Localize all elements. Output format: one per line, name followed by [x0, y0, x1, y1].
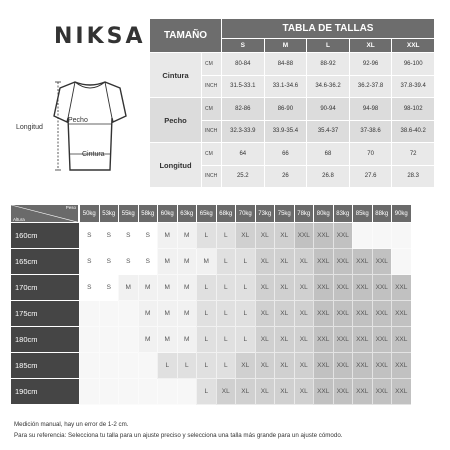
size-cell: L [235, 249, 255, 275]
measure-value: 33.9-35.4 [264, 120, 307, 143]
height-axis-label: Altura [13, 217, 25, 222]
size-cell: L [196, 327, 216, 353]
weight-header: 88kg [372, 205, 392, 223]
size-cell: L [196, 275, 216, 301]
size-cell: XL [294, 301, 314, 327]
unit-label: INCH [202, 75, 222, 98]
measure-value: 70 [349, 143, 392, 166]
note-reference: Para su referencia: Selecciona tu talla para un ajuste preciso y selecciona una talla más grande para un ajuste cómodo. [14, 432, 343, 439]
measure-value: 28.3 [392, 165, 435, 188]
weight-axis-label: Peso [65, 205, 76, 210]
measure-value: 84-88 [264, 53, 307, 76]
size-cell: S [138, 249, 158, 275]
size-cell: XXL [294, 223, 314, 249]
size-cell: L [216, 327, 236, 353]
chest-label: Pecho [68, 117, 88, 124]
size-cell: S [138, 223, 158, 249]
size-cell: S [99, 249, 119, 275]
measure-value: 66 [264, 143, 307, 166]
brand-logo: NIKSA [54, 24, 146, 49]
measure-value: 32.3-33.9 [222, 120, 265, 143]
size-cell: S [99, 223, 119, 249]
size-cell: XXL [313, 379, 333, 405]
size-cell: XL [274, 353, 294, 379]
size-cell: M [157, 275, 177, 301]
size-cell: L [196, 353, 216, 379]
unit-label: INCH [202, 165, 222, 188]
size-cell: S [79, 223, 99, 249]
height-header: 180cm [11, 327, 79, 353]
size-cell: M [138, 327, 158, 353]
size-cell: M [138, 275, 158, 301]
size-cell: L [216, 275, 236, 301]
size-cell: S [79, 275, 99, 301]
size-cell: XXL [313, 275, 333, 301]
unit-label: CM [202, 53, 222, 76]
size-cell: XXL [391, 275, 411, 301]
size-cell: XL [235, 353, 255, 379]
size-table [149, 18, 435, 188]
size-cell: M [118, 275, 138, 301]
size-cell: XL [255, 249, 275, 275]
height-header: 165cm [11, 249, 79, 275]
size-cell: M [157, 249, 177, 275]
size-cell: M [177, 249, 197, 275]
size-cell: XXL [333, 379, 353, 405]
size-cell: L [235, 301, 255, 327]
size-cell: M [177, 275, 197, 301]
size-cell: XXL [372, 275, 392, 301]
weight-header: 85kg [352, 205, 372, 223]
measure-value: 92-96 [349, 53, 392, 76]
size-cell: XL [255, 353, 275, 379]
size-cell: XL [216, 379, 236, 405]
measure-value: 34.6-36.2 [307, 75, 350, 98]
size-cell: XL [294, 275, 314, 301]
measure-value: 68 [307, 143, 350, 166]
measure-value: 64 [222, 143, 265, 166]
size-cell: M [138, 301, 158, 327]
size-cell: XXL [333, 223, 353, 249]
size-header: XXL [392, 39, 435, 53]
size-cell: XXL [372, 249, 392, 275]
size-cell: XXL [391, 379, 411, 405]
size-cell [372, 223, 392, 249]
size-cell: L [196, 379, 216, 405]
length-label: Longitud [16, 124, 43, 131]
size-cell: L [157, 353, 177, 379]
size-cell: XXL [372, 301, 392, 327]
size-cell: XL [274, 301, 294, 327]
waist-label: Cintura [82, 151, 105, 158]
size-cell: XL [255, 301, 275, 327]
size-cell: S [118, 223, 138, 249]
size-cell: M [157, 223, 177, 249]
weight-height-grid [11, 205, 411, 405]
size-table-title: TABLA DE TALLAS [222, 19, 435, 39]
weight-header: 50kg [79, 205, 99, 223]
size-cell: L [177, 353, 197, 379]
size-cell: L [216, 249, 236, 275]
weight-header: 75kg [274, 205, 294, 223]
weight-header: 58kg [138, 205, 158, 223]
size-table-corner: TAMAÑO [150, 19, 222, 53]
weight-header: 80kg [313, 205, 333, 223]
size-cell: M [177, 301, 197, 327]
size-cell: XXL [333, 301, 353, 327]
measure-value: 86-90 [264, 98, 307, 121]
size-cell: XXL [333, 275, 353, 301]
measure-value: 37-38.6 [349, 120, 392, 143]
measure-value: 26 [264, 165, 307, 188]
height-header: 190cm [11, 379, 79, 405]
height-header: 170cm [11, 275, 79, 301]
size-cell: M [177, 223, 197, 249]
size-cell [157, 379, 177, 405]
size-cell: XXL [333, 327, 353, 353]
measure-value: 31.5-33.1 [222, 75, 265, 98]
size-cell: XXL [352, 379, 372, 405]
height-header: 185cm [11, 353, 79, 379]
measure-value: 25.2 [222, 165, 265, 188]
measure-value: 72 [392, 143, 435, 166]
size-cell [79, 379, 99, 405]
size-cell: XL [294, 249, 314, 275]
measure-label: Longitud [150, 143, 202, 188]
size-cell: L [235, 275, 255, 301]
size-cell [79, 301, 99, 327]
size-cell: M [157, 301, 177, 327]
size-cell: XXL [313, 301, 333, 327]
size-cell [118, 379, 138, 405]
measure-value: 38.6-40.2 [392, 120, 435, 143]
measure-value: 94-98 [349, 98, 392, 121]
grid-corner [11, 205, 79, 223]
size-cell [79, 327, 99, 353]
measure-value: 26.8 [307, 165, 350, 188]
size-cell [138, 379, 158, 405]
size-cell: XXL [313, 327, 333, 353]
measure-value: 88-92 [307, 53, 350, 76]
size-cell: XL [294, 353, 314, 379]
measure-value: 90-94 [307, 98, 350, 121]
size-cell: M [196, 249, 216, 275]
size-cell: XL [274, 275, 294, 301]
size-cell: L [216, 223, 236, 249]
weight-header: 63kg [177, 205, 197, 223]
size-cell [118, 301, 138, 327]
size-cell: XL [255, 223, 275, 249]
size-cell: XXL [352, 249, 372, 275]
weight-header: 65kg [196, 205, 216, 223]
size-cell: S [79, 249, 99, 275]
weight-header: 60kg [157, 205, 177, 223]
unit-label: INCH [202, 120, 222, 143]
size-header: L [307, 39, 350, 53]
size-cell: XXL [352, 275, 372, 301]
measure-value: 36.2-37.8 [349, 75, 392, 98]
size-cell [99, 379, 119, 405]
size-cell [177, 379, 197, 405]
size-cell: L [216, 301, 236, 327]
size-cell: XL [294, 327, 314, 353]
size-cell: XL [255, 379, 275, 405]
size-cell: L [216, 353, 236, 379]
size-cell: M [157, 327, 177, 353]
measure-value: 96-100 [392, 53, 435, 76]
size-header: S [222, 39, 265, 53]
measure-value: 27.6 [349, 165, 392, 188]
size-cell: XL [235, 223, 255, 249]
size-cell [138, 353, 158, 379]
size-cell: XXL [313, 353, 333, 379]
measure-value: 82-86 [222, 98, 265, 121]
weight-header: 78kg [294, 205, 314, 223]
size-cell: XXL [372, 327, 392, 353]
unit-label: CM [202, 98, 222, 121]
weight-header: 83kg [333, 205, 353, 223]
size-cell: XXL [372, 353, 392, 379]
size-cell: XXL [333, 353, 353, 379]
weight-header: 68kg [216, 205, 236, 223]
size-cell: XXL [352, 327, 372, 353]
size-cell: XXL [372, 379, 392, 405]
weight-header: 53kg [99, 205, 119, 223]
size-cell [391, 223, 411, 249]
size-cell: L [196, 223, 216, 249]
size-cell: XXL [333, 249, 353, 275]
measure-label: Pecho [150, 98, 202, 143]
size-cell: XXL [352, 353, 372, 379]
size-cell [118, 327, 138, 353]
measure-value: 35.4-37 [307, 120, 350, 143]
size-cell [118, 353, 138, 379]
size-cell: L [235, 327, 255, 353]
measure-value: 37.8-39.4 [392, 75, 435, 98]
size-cell [99, 301, 119, 327]
height-header: 160cm [11, 223, 79, 249]
size-cell: XL [255, 275, 275, 301]
size-cell: XXL [313, 249, 333, 275]
size-cell: XL [235, 379, 255, 405]
size-cell: XXL [391, 353, 411, 379]
size-cell: XXL [352, 301, 372, 327]
weight-header: 55kg [118, 205, 138, 223]
size-cell [99, 353, 119, 379]
size-cell: M [177, 327, 197, 353]
size-cell [352, 223, 372, 249]
measure-value: 80-84 [222, 53, 265, 76]
size-cell: XXL [313, 223, 333, 249]
size-cell: XXL [391, 301, 411, 327]
measure-label: Cintura [150, 53, 202, 98]
size-header: XL [349, 39, 392, 53]
note-error: Medición manual, hay un error de 1-2 cm. [14, 421, 129, 428]
size-cell: XL [255, 327, 275, 353]
weight-header: 73kg [255, 205, 275, 223]
weight-header: 70kg [235, 205, 255, 223]
size-cell: XL [274, 327, 294, 353]
size-cell: L [196, 301, 216, 327]
size-cell [391, 249, 411, 275]
size-cell: XXL [391, 327, 411, 353]
measure-value: 98-102 [392, 98, 435, 121]
measure-value: 33.1-34.6 [264, 75, 307, 98]
size-cell: XL [294, 379, 314, 405]
height-header: 175cm [11, 301, 79, 327]
size-cell [79, 353, 99, 379]
size-cell: S [118, 249, 138, 275]
unit-label: CM [202, 143, 222, 166]
size-cell: XL [274, 249, 294, 275]
size-cell: XL [274, 379, 294, 405]
size-cell: XL [274, 223, 294, 249]
size-cell: S [99, 275, 119, 301]
size-cell [99, 327, 119, 353]
size-header: M [264, 39, 307, 53]
weight-header: 90kg [391, 205, 411, 223]
